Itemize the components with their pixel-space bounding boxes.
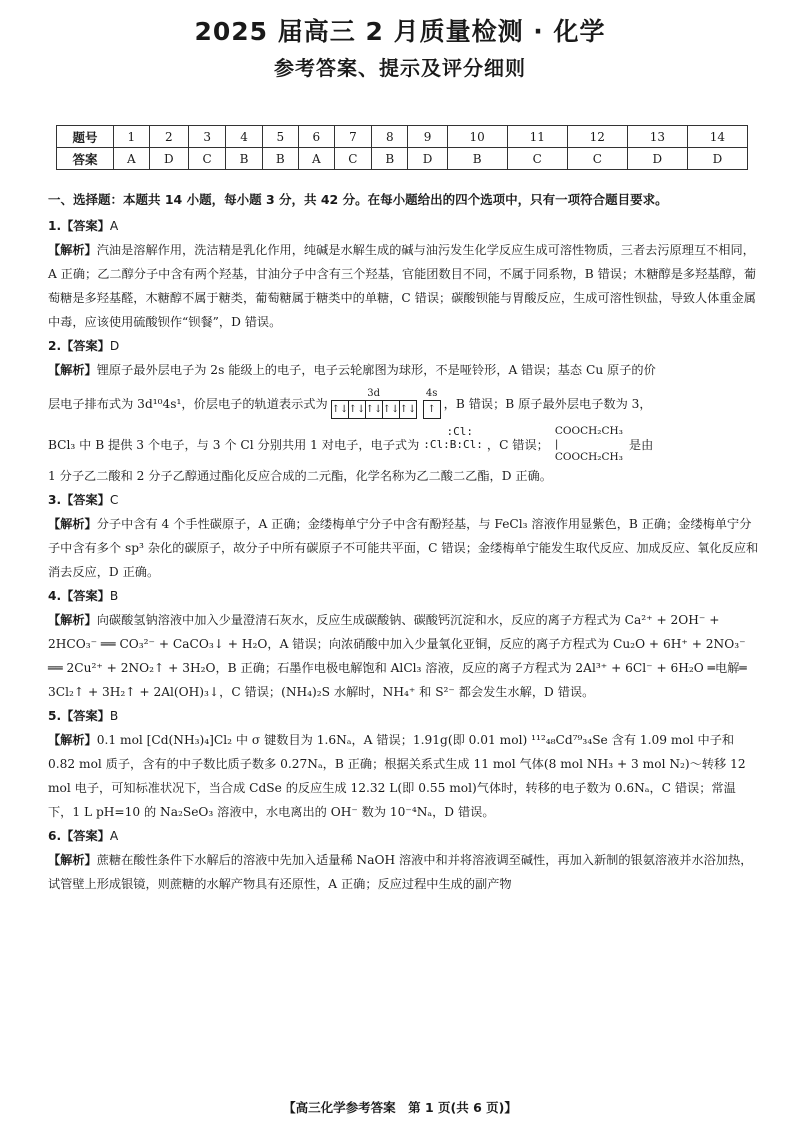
- question-5-explanation: 【解析】0.1 mol [Cd(NH₃)₄]Cl₂ 中 σ 键数目为 1.6Nₐ，A 错误；1.91g(即 0.01 mol) ¹¹²₄₈Cd⁷⁹₃₄Se 含有 1.09 mol 中子和 0.82 mol 质子，含有的中子数比质子数多 0.27Nₐ，B 正确；根据关系式生成 11 mol 气体(8 mol NH₃ + 3 mol N₂)～转移 12 mol 电子，可知标准状况下，当合成 CdSe 的反应生成 12.32 L(即 0.55 mol)气体时，转移的电子数为 0.6Nₐ，C 错误；常温下，1 L pH=10 的 Na₂SeO₃ 溶液中，水电离出的 OH⁻ 数为 10⁻⁴Nₐ，D 错误。: [48, 733, 746, 819]
- orbital-3d: 3d ↑↓ ↑↓ ↑↓ ↑↓ ↑↓: [331, 388, 417, 419]
- question-2-explanation: 【解析】锂原子最外层电子为 2s 能级上的电子，电子云轮廓图为球形，不是哑铃形，A 错误；基态 Cu 原子的价 层电子排布式为 3d¹⁰4s¹，价层电子的轨道表示式为 3d ↑↓ ↑↓ ↑↓ ↑↓ ↑↓ 4s ↑ ，B 错误；B 原子最外层电子数为 3， BCl₃ 中 B 提供 3 个电子，与 3 个 Cl 分别共用 1 对电子，电子式为 :Cl: :Cl:B:Cl: ，C 错误； COOCH₂CH₃ | COOCH₂CH₃ 是由 1 分子乙二酸和 2 分子乙醇通过酯化反应合成的二元酯，化学名称为乙二酸二乙酯，D 正确。: [48, 363, 656, 483]
- table-cell: C: [334, 148, 372, 170]
- table-cell: 14: [687, 126, 747, 148]
- table-cell: D: [408, 148, 447, 170]
- question-6-answer: 6.【答案】A: [48, 829, 119, 843]
- table-cell: C: [188, 148, 226, 170]
- table-cell: D: [149, 148, 188, 170]
- table-cell: D: [627, 148, 687, 170]
- table-cell: D: [687, 148, 747, 170]
- question-5-answer: 5.【答案】B: [48, 709, 119, 723]
- table-cell: B: [447, 148, 507, 170]
- question-3-explanation: 【解析】分子中含有 4 个手性碳原子，A 正确；金缕梅单宁分子中含有酚羟基，与 FeCl₃ 溶液作用显紫色，B 正确；金缕梅单宁分子中含有多个 sp³ 杂化的碳原子，故分子中所有碳原子不可能共平面，C 错误；金缕梅单宁能发生取代反应、加成反应、氧化反应和消去反应，D 正确。: [48, 517, 759, 579]
- question-1-explanation: 【解析】汽油是溶解作用，洗洁精是乳化作用，纯碱是水解生成的碱与油污发生化学反应生成可溶性物质，三者去污原理互不相同，A 正确；乙二醇分子中含有两个羟基，甘油分子中含有三个羟基，官能团数目不同，不属于同系物，B 错误；木糖醇是多羟基醇，葡萄糖是多羟基醛，木糖醇不属于糖类，葡萄糖属于糖类中的单糖，C 错误；碳酸钡能与胃酸反应，生成可溶性钡盐，导致人体重金属中毒，应该使用硫酸钡作“钡餐”，D 错误。: [48, 243, 757, 329]
- question-3-answer: 3.【答案】C: [48, 493, 119, 507]
- question-2-answer: 2.【答案】D: [48, 339, 120, 353]
- table-cell: 5: [262, 126, 298, 148]
- page-footer: 【高三化学参考答案 第 1 页(共 6 页)】: [283, 1100, 517, 1115]
- table-cell: 13: [627, 126, 687, 148]
- table-cell: 11: [507, 126, 567, 148]
- table-row-numbers: [57, 126, 748, 148]
- table-cell: B: [226, 148, 262, 170]
- table-cell: 12: [567, 126, 627, 148]
- table-cell: C: [567, 148, 627, 170]
- table-row-answers: [57, 148, 748, 170]
- question-4-answer: 4.【答案】B: [48, 589, 119, 603]
- table-cell: A: [298, 148, 334, 170]
- table-cell: B: [372, 148, 408, 170]
- explanations: [48, 214, 760, 896]
- row-label-answer: 答案: [57, 148, 114, 170]
- table-cell: 8: [372, 126, 408, 148]
- bcl3-electron-formula: :Cl: :Cl:B:Cl:: [423, 425, 483, 451]
- question-4-explanation: 【解析】向碳酸氢钠溶液中加入少量澄清石灰水，反应生成碳酸钠、碳酸钙沉淀和水，反应的离子方程式为 Ca²⁺ + 2OH⁻ + 2HCO₃⁻ ══ CO₃²⁻ + CaCO₃↓ + H₂O，A 错误；向浓硝酸中加入少量氧化亚铜，反应的离子方程式为 Cu₂O + 6H⁺ + 2NO₃⁻ ══ 2Cu²⁺ + 2NO₂↑ + 3H₂O，B 正确；石墨作电极电解饱和 AlCl₃ 溶液，反应的离子方程式为 2Al³⁺ + 6Cl⁻ + 6H₂O ═电解═ 3Cl₂↑ + 3H₂↑ + 2Al(OH)₃↓，C 错误；(NH₄)₂S 水解时，NH₄⁺ 和 S²⁻ 都会发生水解，D 错误。: [48, 613, 747, 699]
- table-cell: C: [507, 148, 567, 170]
- page-title: 2025 届高三 2 月质量检测 · 化学: [194, 17, 606, 46]
- answer-table: [56, 125, 748, 170]
- section-heading: 一、选择题：本题共 14 小题，每小题 3 分，共 42 分。在每小题给出的四个选项中，只有一项符合题目要求。: [48, 192, 668, 207]
- table-cell: 2: [149, 126, 188, 148]
- row-label-number: 题号: [57, 126, 114, 148]
- table-cell: 4: [226, 126, 262, 148]
- question-1-answer: 1.【答案】A: [48, 219, 119, 233]
- page-subtitle: 参考答案、提示及评分细则: [274, 56, 526, 80]
- orbital-4s: 4s ↑: [423, 388, 441, 419]
- table-cell: 9: [408, 126, 447, 148]
- diethyl-oxalate-structure: COOCH₂CH₃ | COOCH₂CH₃: [554, 425, 623, 463]
- table-cell: 1: [114, 126, 150, 148]
- table-cell: 6: [298, 126, 334, 148]
- table-cell: 10: [447, 126, 507, 148]
- table-cell: 3: [188, 126, 226, 148]
- table-cell: 7: [334, 126, 372, 148]
- question-6-explanation: 【解析】蔗糖在酸性条件下水解后的溶液中先加入适量稀 NaOH 溶液中和并将溶液调至碱性，再加入新制的银氨溶液并水浴加热，试管壁上形成银镜，则蔗糖的水解产物具有还原性，A 正确；反应过程中生成的副产物: [48, 853, 753, 891]
- table-cell: B: [262, 148, 298, 170]
- table-cell: A: [114, 148, 150, 170]
